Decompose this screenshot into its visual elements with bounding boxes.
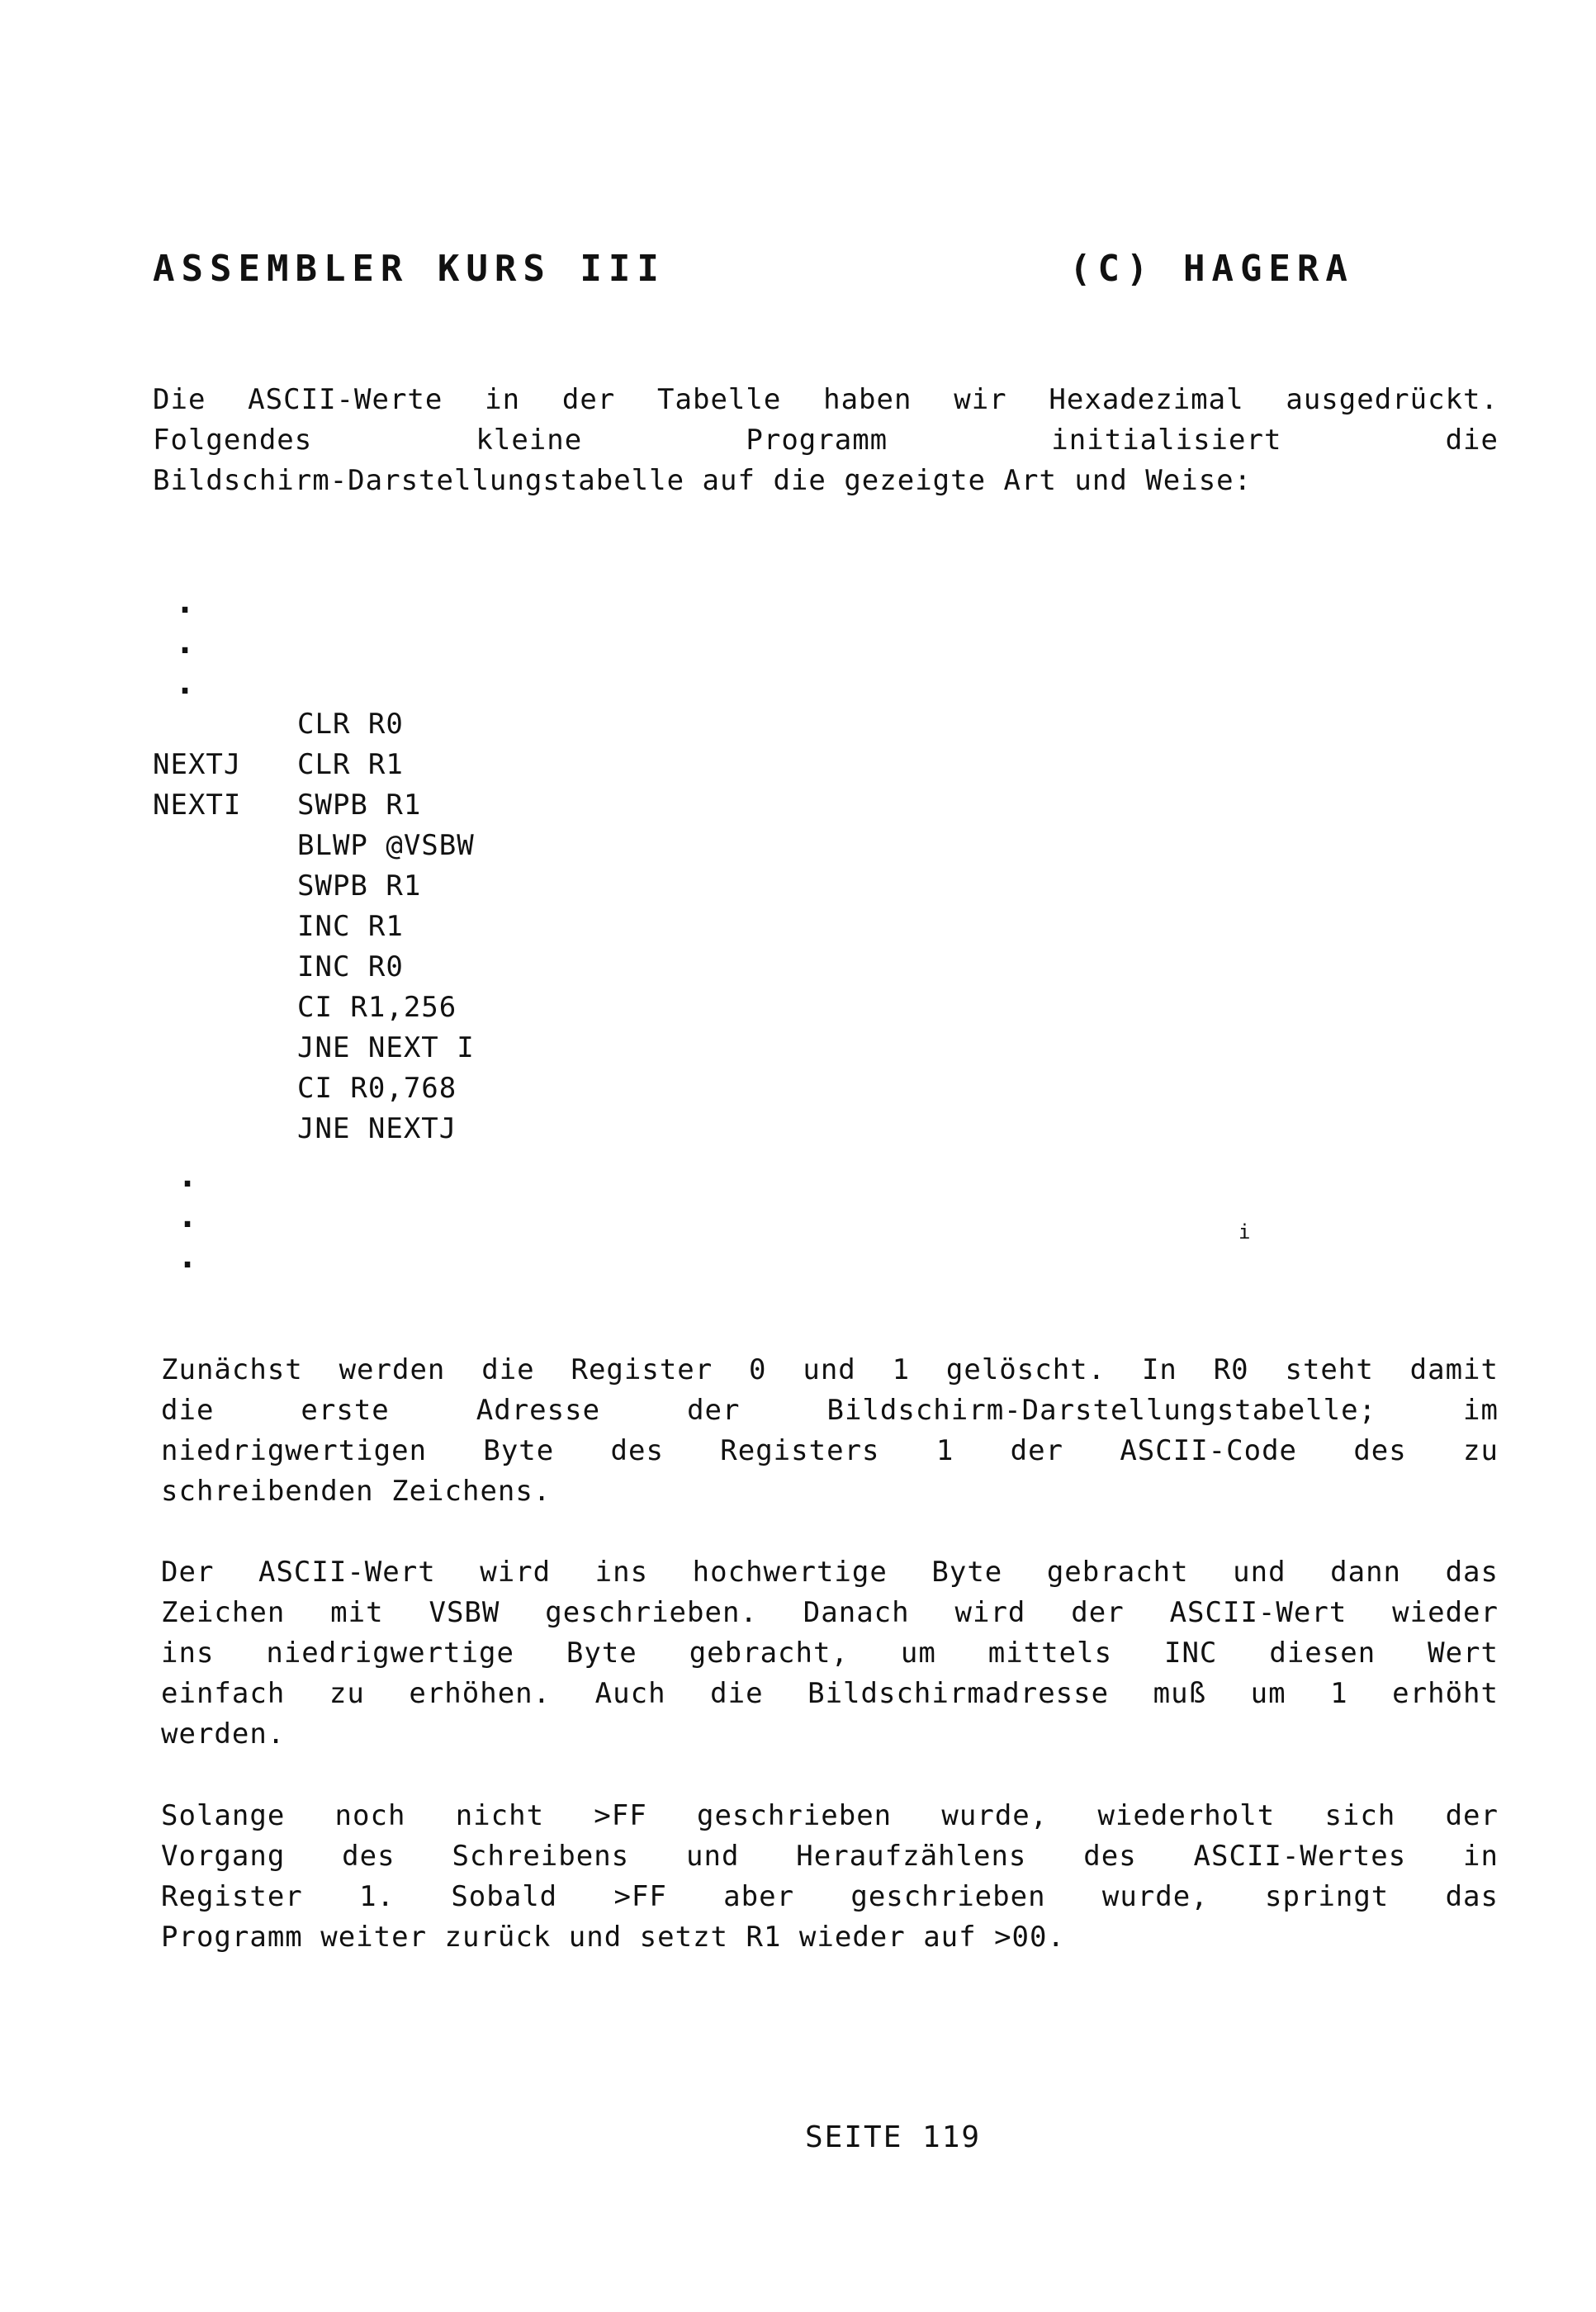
code-instruction: JNE NEXTJ [297,1112,457,1145]
course-title: ASSEMBLER KURS III [153,248,665,290]
code-row [153,1028,475,1068]
ellipsis-dot: . [178,1197,198,1235]
ellipsis-dot: . [178,1157,198,1195]
code-instruction: SWPB R1 [297,789,422,822]
code-row [153,947,475,988]
paragraph-line: schreibenden Zeichens. [161,1475,552,1508]
code-instruction: CI R1,256 [297,991,457,1024]
paragraph-line: einfach zu erhöhen. Auch die Bildschirmadresse muß um 1 erhöht [161,1677,1499,1710]
explanation-paragraph-3 [161,1796,1499,1958]
ellipsis-bottom [178,1156,197,1277]
paragraph-line: Register 1. Sobald >FF aber geschrieben wurde, springt das [161,1880,1499,1913]
intro-line: Bildschirm-Darstellungstabelle auf die gezeigte Art und Weise: [153,464,1253,497]
paragraph-line: Der ASCII-Wert wird ins hochwertige Byte gebracht und dann das [161,1556,1499,1589]
explanation-paragraph-2 [161,1552,1499,1755]
paragraph-line: die erste Adresse der Bildschirm-Darstellungstabelle; im [161,1394,1499,1427]
code-row [153,866,475,907]
code-instruction: BLWP @VSBW [297,829,475,862]
stray-mark: i [1238,1220,1251,1244]
code-row [153,1068,475,1109]
paragraph-line: niedrigwertigen Byte des Registers 1 der ASCII-Code des zu [161,1434,1499,1467]
code-listing [153,704,475,1149]
explanation-paragraph-1 [161,1350,1499,1512]
paragraph-line: Zeichen mit VSBW geschrieben. Danach wird der ASCII-Wert wieder [161,1596,1499,1629]
paragraph-line: Vorgang des Schreibens und Heraufzählens des ASCII-Wertes in [161,1840,1499,1873]
code-row [153,907,475,947]
code-instruction: INC R0 [297,950,404,983]
ellipsis-dot: . [178,1238,198,1276]
code-instruction: CI R0,768 [297,1072,457,1105]
ellipsis-dot: . [175,583,196,621]
paragraph-line: Programm weiter zurück und setzt R1 wieder auf >00. [161,1921,1065,1954]
ellipsis-dot: . [175,664,196,702]
code-row [153,745,475,785]
paragraph-line: ins niedrigwertige Byte gebracht, um mittels INC diesen Wert [161,1637,1499,1670]
paragraph-line: Solange noch nicht >FF geschrieben wurde, wiederholt sich der [161,1799,1499,1832]
intro-paragraph [153,380,1499,501]
code-label: NEXTI [153,789,242,822]
code-instruction: CLR R0 [297,708,404,741]
code-row [153,704,475,745]
code-instruction: CLR R1 [297,748,404,781]
ellipsis-top [175,582,195,704]
copyright-notice: (C) HAGERA [1069,248,1354,290]
code-instruction: SWPB R1 [297,869,422,903]
intro-line: Die ASCII-Werte in der Tabelle haben wir Hexadezimal ausgedrückt. [153,383,1499,416]
code-label: NEXTJ [153,748,242,781]
paragraph-line: Zunächst werden die Register 0 und 1 gelöscht. In R0 steht damit [161,1353,1499,1386]
code-row [153,1109,475,1149]
code-row [153,988,475,1028]
code-row [153,826,475,866]
intro-line: Folgendes kleine Programm initialisiert die [153,424,1499,457]
code-row [153,785,475,826]
paragraph-line: werden. [161,1717,286,1751]
code-instruction: JNE NEXT I [297,1031,475,1064]
ellipsis-dot: . [175,623,196,661]
code-instruction: INC R1 [297,910,404,943]
page-number: SEITE 119 [805,2120,982,2154]
page-header [153,248,1424,306]
